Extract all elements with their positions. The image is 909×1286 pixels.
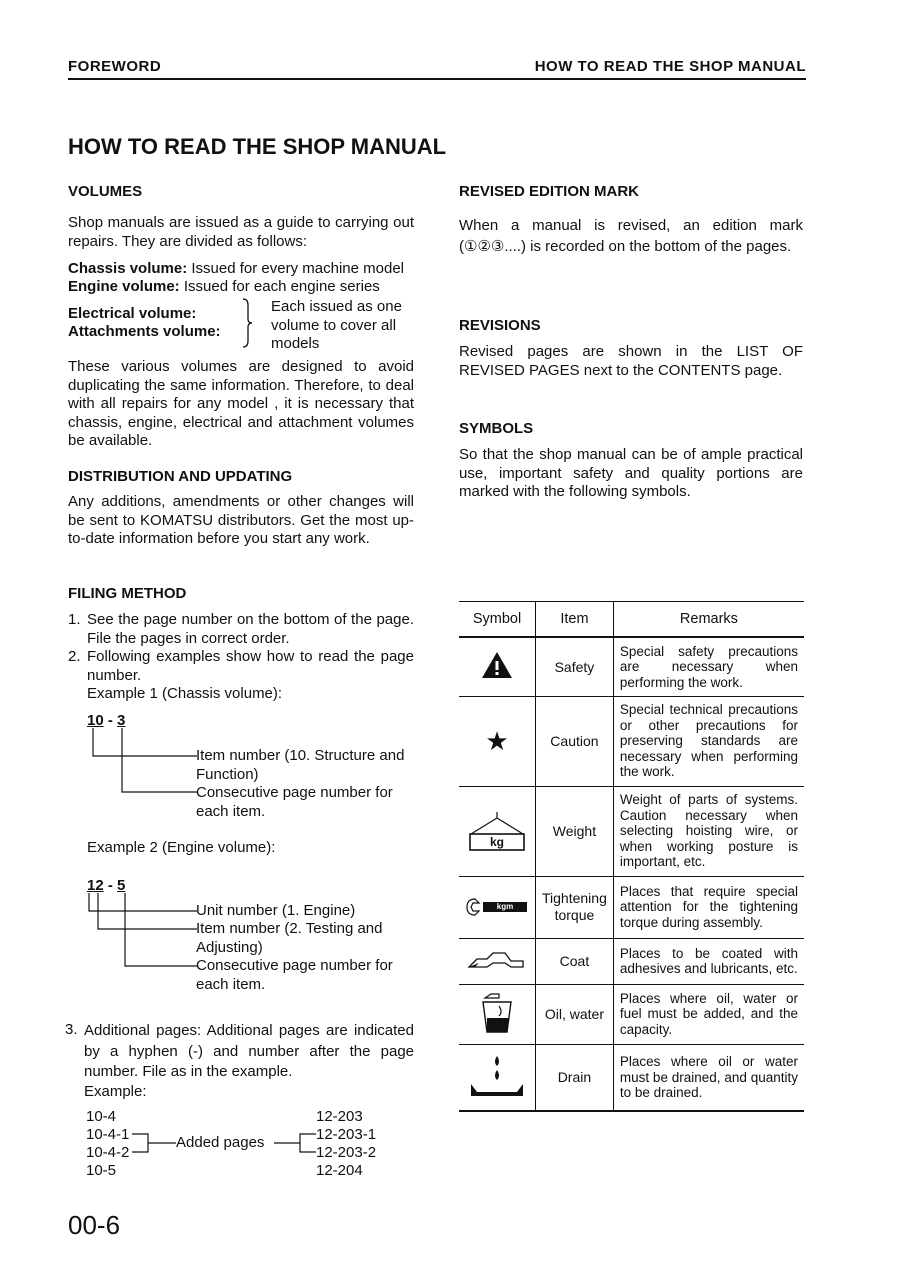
right-page-1: 12-203: [316, 1108, 363, 1125]
item-cell: Tightening torque: [536, 876, 614, 938]
shared-volume-text: Each issued as one volume to cover all models: [271, 298, 402, 352]
revised-heading: REVISED EDITION MARK: [459, 183, 640, 200]
safety-warning-icon: [480, 650, 514, 680]
distribution-heading: DISTRIBUTION AND UPDATING: [68, 468, 293, 485]
filing-item3-example-label: Example:: [84, 1083, 147, 1100]
item-cell: Caution: [536, 696, 614, 786]
revised-body: When a manual is revised, an edition mark (①②③....) is recorded on the bottom of the pages.: [459, 217, 803, 255]
distribution-body: Any additions, amendments or other changes will be sent to KOMATSU distributors. Get the most up-to-date information before you start any work.: [68, 493, 414, 547]
col-symbol-header: Symbol: [459, 602, 536, 638]
electrical-volume-label: Electrical volume:: [68, 305, 197, 322]
revisions-heading: REVISIONS: [459, 317, 541, 334]
example1-connector-lines: [85, 728, 200, 798]
left-page-3: 10-4-2: [86, 1144, 130, 1161]
page-number: 00-6: [68, 1210, 121, 1240]
symbols-heading: SYMBOLS: [459, 420, 534, 437]
example2-item-number: Item number (2. Testing and Adjusting): [196, 920, 383, 956]
item-cell: Coat: [536, 938, 614, 984]
added-pages-label: Added pages: [176, 1134, 265, 1151]
torque-kgm-text: kgm: [496, 902, 514, 911]
example1-code-separator: -: [103, 712, 118, 729]
revisions-body: Revised pages are shown in the LIST OF REVISED PAGES next to the CONTENTS page.: [459, 343, 803, 379]
remarks-cell: Places to be coated with adhesives and lubricants, etc.: [613, 938, 804, 984]
table-row: [459, 876, 804, 938]
table-row: [459, 637, 804, 696]
symbols-body: So that the shop manual can be of ample practical use, important safety and quality portions are marked with the following symbols.: [459, 446, 803, 500]
symbols-table: [459, 601, 804, 1112]
symbol-cell: [459, 984, 536, 1044]
header-section-left: FOREWORD: [68, 58, 162, 75]
header-section-right: HOW TO READ THE SHOP MANUAL: [534, 58, 806, 75]
table-row: [459, 938, 804, 984]
table-row: [459, 984, 804, 1044]
volumes-body: These various volumes are designed to avoid duplicating the same information. Therefore, to deal with all repairs for any model , it is necessary that chassis, engine, electrical and attachment volumes be available.: [68, 358, 414, 449]
example2-code: [87, 877, 125, 894]
left-added-bracket: [130, 1126, 176, 1156]
right-page-3: 12-203-2: [316, 1144, 377, 1161]
remarks-cell: Special technical precautions or other precautions for preserving standards are necessary when performing the work.: [613, 696, 804, 786]
filing-item2-number: 2.: [68, 648, 81, 665]
example1-label: Example 1 (Chassis volume):: [87, 685, 283, 702]
left-page-4: 10-5: [86, 1162, 117, 1179]
remarks-cell: Special safety precautions are necessary when performing the work.: [613, 637, 804, 696]
symbol-cell: [459, 637, 536, 696]
volumes-intro: Shop manuals are issued as a guide to carrying out repairs. They are divided as follows:: [68, 214, 414, 250]
oil-water-can-icon: [479, 992, 515, 1034]
filing-item3-number: 3.: [65, 1021, 78, 1038]
example2-unit-number: Unit number (1. Engine): [196, 902, 356, 919]
example2-code-a: 12: [87, 877, 104, 894]
item-cell: Oil, water: [536, 984, 614, 1044]
engine-volume-line: [68, 278, 418, 297]
table-header-row: [459, 602, 804, 638]
symbol-cell: [459, 876, 536, 938]
example2-consecutive-page: Consecutive page number for each item.: [196, 957, 393, 993]
filing-heading: FILING METHOD: [68, 585, 187, 602]
right-page-2: 12-203-1: [316, 1126, 377, 1143]
col-remarks-header: Remarks: [613, 602, 804, 638]
attachments-volume-label: Attachments volume:: [68, 323, 221, 340]
example2-code-b: 5: [117, 877, 126, 894]
chassis-volume-label: Chassis volume:: [68, 260, 188, 277]
drain-icon: [467, 1054, 527, 1098]
symbol-cell: [459, 938, 536, 984]
brace-icon: [240, 297, 254, 349]
col-item-header: Item: [536, 602, 614, 638]
right-added-bracket: [274, 1126, 318, 1156]
item-cell: Safety: [536, 637, 614, 696]
engine-volume-label: Engine volume:: [68, 278, 180, 295]
left-page-1: 10-4: [86, 1108, 117, 1125]
filing-item1-text: See the page number on the bottom of the page. File the pages in correct order.: [87, 611, 414, 647]
table-row: [459, 786, 804, 876]
engine-volume-text: Issued for each engine series: [183, 278, 380, 295]
remarks-cell: Places where oil or water must be drained, and quantity to be drained.: [613, 1044, 804, 1111]
example1-code: [87, 712, 125, 729]
example1-code-b: 3: [117, 712, 126, 729]
chassis-volume-line: [68, 260, 418, 279]
example2-connector-lines: [85, 893, 200, 975]
filing-item3-text: Additional pages: Additional pages are indicated by a hyphen (-) and number after the page number. File as in the example.: [84, 1022, 414, 1080]
table-row: [459, 696, 804, 786]
left-page-2: 10-4-1: [86, 1126, 130, 1143]
example2-label: Example 2 (Engine volume):: [87, 839, 276, 856]
weight-kg-text: kg: [489, 835, 504, 849]
example1-code-a: 10: [87, 712, 104, 729]
filing-item2-text: Following examples show how to read the page number.: [87, 648, 414, 684]
item-cell: Weight: [536, 786, 614, 876]
symbol-cell: [459, 696, 536, 786]
weight-kg-icon: [467, 810, 527, 852]
remarks-cell: Places where oil, water or fuel must be added, and the capacity.: [613, 984, 804, 1044]
coat-applicator-icon: [467, 949, 527, 971]
example2-code-separator: -: [103, 877, 118, 894]
example1-item-number: Item number (10. Structure and Function): [196, 747, 405, 783]
torque-wrench-icon: [465, 896, 529, 918]
star-icon: ★: [485, 725, 509, 756]
item-cell: Drain: [536, 1044, 614, 1111]
page-title: HOW TO READ THE SHOP MANUAL: [68, 134, 447, 159]
filing-item1-number: 1.: [68, 611, 81, 628]
right-page-4: 12-204: [316, 1162, 363, 1179]
table-row: [459, 1044, 804, 1111]
header-rule: [68, 78, 806, 80]
volumes-heading: VOLUMES: [68, 183, 143, 200]
symbol-cell: [459, 786, 536, 876]
remarks-cell: Places that require special attention for the tightening torque during assembly.: [613, 876, 804, 938]
chassis-volume-text: Issued for every machine model: [191, 260, 404, 277]
example1-consecutive-page: Consecutive page number for each item.: [196, 784, 393, 820]
symbol-cell: [459, 1044, 536, 1111]
remarks-cell: Weight of parts of systems. Caution necessary when selecting hoisting wire, or when working posture is important, etc.: [613, 786, 804, 876]
